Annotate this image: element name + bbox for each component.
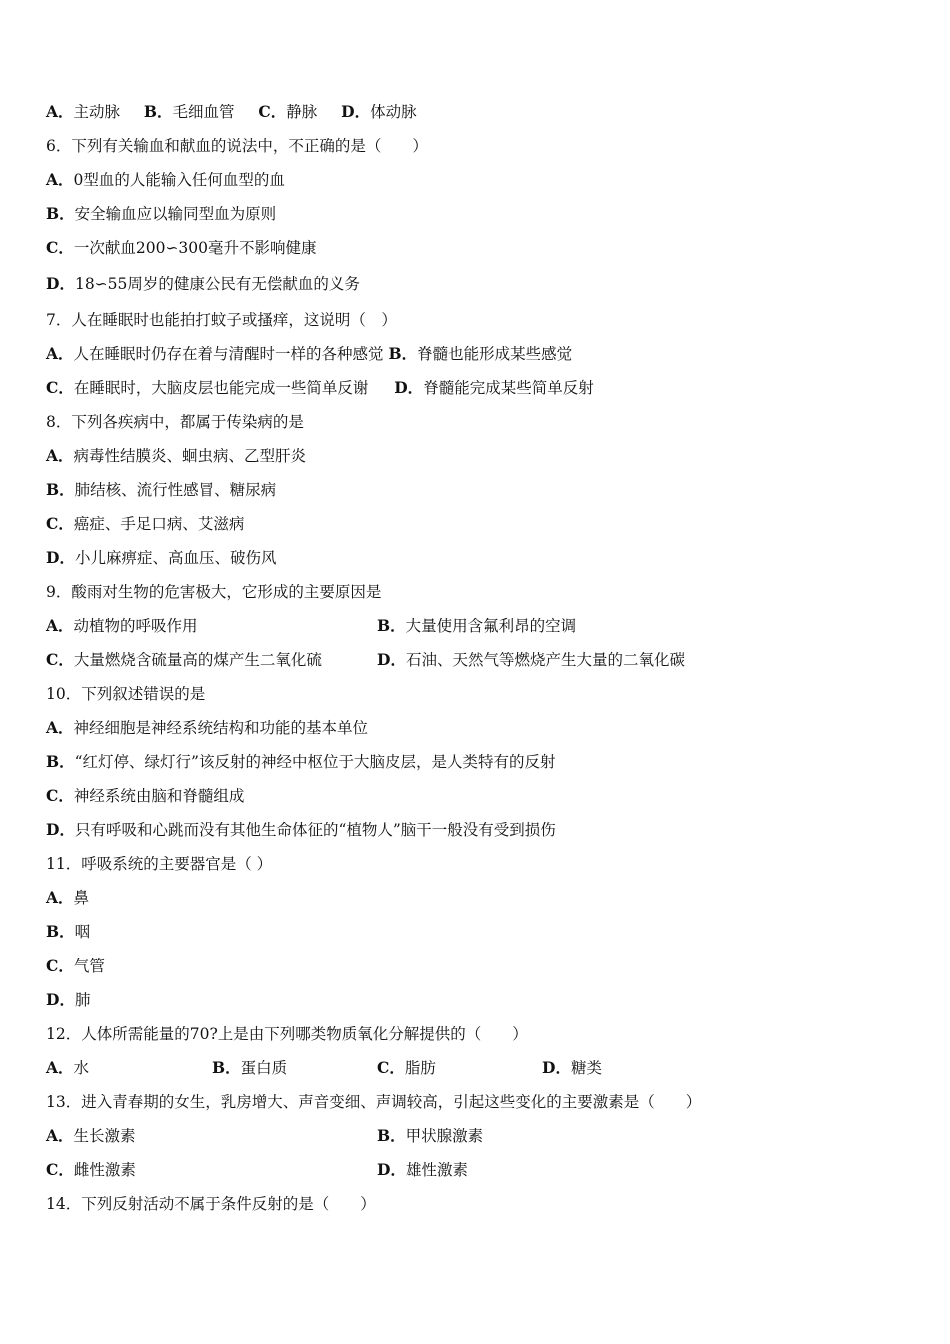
question-stem: 6．下列有关输血和献血的说法中，不正确的是（ ） — [46, 137, 428, 155]
option-text: 病毒性结膜炎、蛔虫病、乙型肝炎 — [73, 447, 307, 465]
option-letter: C． — [46, 786, 74, 805]
question-stem: 12．人体所需能量的70?上是由下列哪类物质氧化分解提供的（ ） — [46, 1025, 528, 1043]
option-text: 甲状腺激素 — [405, 1127, 484, 1145]
option-row — [46, 238, 317, 258]
option-row — [46, 786, 244, 806]
option-letter: B． — [46, 480, 75, 499]
option-letter: B． — [46, 752, 75, 771]
option-text: 脊髓能完成某些简单反射 — [423, 379, 594, 397]
question-stem: 10．下列叙述错误的是 — [46, 685, 206, 703]
option-text: 糖类 — [570, 1059, 602, 1077]
option-row — [46, 274, 360, 294]
option-text: 0型血的人能输入任何血型的血 — [73, 171, 285, 189]
option-text: 大量使用含氟利昂的空调 — [405, 617, 577, 635]
option-row — [46, 888, 89, 908]
option-letter: D． — [341, 102, 371, 121]
option-row — [46, 548, 276, 568]
option-letter: A． — [46, 616, 74, 635]
option-letter: B． — [46, 204, 75, 223]
option-text: 石油、天然气等燃烧产生大量的二氧化碳 — [405, 651, 685, 669]
option-row — [46, 378, 594, 398]
option-letter: C． — [46, 650, 74, 669]
option-letter: D． — [377, 650, 406, 669]
question-stem: 13．进入青春期的女生，乳房增大、声音变细、声调较高，引起这些变化的主要激素是（ ） — [46, 1093, 702, 1111]
option-text: 在睡眠时，大脑皮层也能完成一些简单反谢 — [73, 379, 369, 397]
option-text: 人在睡眠时仍存在着与清醒时一样的各种感觉 — [73, 345, 384, 363]
option-text: 肺结核、流行性感冒、糖尿病 — [74, 481, 277, 499]
option-row — [46, 1126, 136, 1146]
option-row — [46, 1160, 136, 1180]
option-row — [377, 650, 685, 670]
option-row — [377, 616, 576, 636]
option-row — [212, 1058, 287, 1078]
option-letter: C． — [46, 238, 74, 257]
option-row — [46, 990, 90, 1010]
option-letter: D． — [542, 1058, 571, 1077]
option-letter: B． — [143, 102, 173, 121]
option-row — [377, 1160, 468, 1180]
option-text: 小儿麻痹症、高血压、破伤风 — [74, 549, 277, 567]
option-text: 咽 — [74, 923, 91, 941]
option-text: 只有呼吸和心跳而没有其他生命体征的“植物人”脑干一般没有受到损伤 — [74, 821, 556, 839]
question-stem: 8．下列各疾病中，都属于传染病的是 — [46, 413, 304, 431]
option-text: 雌性激素 — [73, 1161, 136, 1179]
option-row — [46, 480, 276, 500]
option-letter: A． — [46, 344, 74, 363]
option-text: 生长激素 — [73, 1127, 136, 1145]
option-letter: A． — [46, 170, 74, 189]
question-stem: 7．人在睡眠时也能拍打蚊子或搔痒，这说明（ ） — [46, 311, 397, 329]
option-letter: A． — [46, 718, 74, 737]
option-letter: B． — [46, 922, 75, 941]
option-letter: D． — [46, 274, 75, 293]
option-letter: B． — [388, 344, 418, 363]
option-letter: C． — [46, 514, 74, 533]
option-letter: C． — [46, 378, 74, 397]
option-text: 脂肪 — [404, 1059, 436, 1077]
option-row — [46, 514, 244, 534]
option-text: 肺 — [74, 991, 91, 1009]
option-row — [46, 820, 556, 840]
option-text: 神经系统由脑和脊髓组成 — [73, 787, 245, 805]
option-letter: C． — [377, 1058, 405, 1077]
option-row — [46, 718, 368, 738]
option-row — [46, 650, 322, 670]
option-row — [46, 752, 555, 772]
option-text: 气管 — [73, 957, 105, 975]
option-text: 一次献血200∽300毫升不影响健康 — [73, 239, 317, 257]
option-text: 脊髓也能形成某些感觉 — [417, 345, 573, 363]
option-text: 鼻 — [73, 889, 90, 907]
option-text: 静脉 — [286, 103, 318, 121]
option-row — [46, 204, 276, 224]
question-stem: 11．呼吸系统的主要器官是（ ） — [46, 855, 273, 873]
option-text: 癌症、手足口病、艾滋病 — [73, 515, 245, 533]
option-letter: C． — [258, 102, 287, 121]
option-text: 毛细血管 — [172, 103, 235, 121]
option-row — [46, 344, 572, 364]
option-text: 18∽55周岁的健康公民有无偿献血的义务 — [74, 275, 360, 293]
option-row — [542, 1058, 602, 1078]
option-row — [46, 446, 306, 466]
option-row — [377, 1126, 483, 1146]
option-letter: A． — [46, 1126, 74, 1145]
option-letter: C． — [46, 1160, 74, 1179]
option-letter: D． — [46, 820, 75, 839]
option-row — [46, 170, 285, 190]
option-letter: A． — [46, 446, 74, 465]
option-letter: D． — [46, 990, 75, 1009]
option-row — [46, 922, 90, 942]
option-letter: B． — [377, 616, 406, 635]
option-letter: D． — [46, 548, 75, 567]
option-letter: B． — [377, 1126, 406, 1145]
option-row — [46, 1058, 89, 1078]
option-letter: D． — [377, 1160, 406, 1179]
option-row — [46, 616, 198, 636]
option-row — [46, 102, 417, 122]
option-text: 安全输血应以输同型血为原则 — [74, 205, 277, 223]
option-row — [46, 956, 105, 976]
option-letter: A． — [46, 888, 74, 907]
question-stem: 9．酸雨对生物的危害极大，它形成的主要原因是 — [46, 583, 382, 601]
option-letter: B． — [212, 1058, 241, 1077]
option-text: 神经细胞是神经系统结构和功能的基本单位 — [73, 719, 369, 737]
option-text: 蛋白质 — [240, 1059, 288, 1077]
option-text: 水 — [73, 1059, 90, 1077]
option-letter: A． — [46, 102, 74, 121]
question-stem: 14．下列反射活动不属于条件反射的是（ ） — [46, 1195, 376, 1213]
option-text: 动植物的呼吸作用 — [73, 617, 198, 635]
option-row — [377, 1058, 436, 1078]
option-text: “红灯停、绿灯行”该反射的神经中枢位于大脑皮层，是人类特有的反射 — [74, 753, 556, 771]
option-letter: D． — [394, 378, 424, 397]
option-text: 雄性激素 — [405, 1161, 468, 1179]
option-text: 大量燃烧含硫量高的煤产生二氧化硫 — [73, 651, 322, 669]
option-text: 主动脉 — [73, 103, 121, 121]
option-text: 体动脉 — [370, 103, 417, 121]
option-letter: C． — [46, 956, 74, 975]
option-letter: A． — [46, 1058, 74, 1077]
